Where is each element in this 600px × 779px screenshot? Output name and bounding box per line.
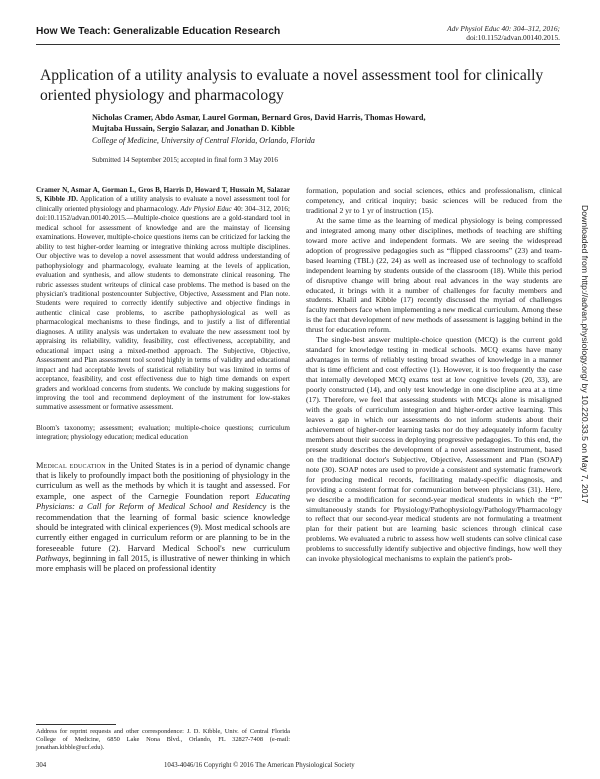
abstract-citation-authors: Cramer N, Asmar A, Gorman L, Gros B, Harris D, Howard T, Hussain M, Salazar S, Kibble JD. <box>36 186 290 204</box>
author-list <box>92 113 552 134</box>
intro-lead-words: Medical education <box>36 460 106 470</box>
abstract <box>36 186 290 413</box>
citation-line-1: Adv Physiol Educ 40: 304–312, 2016; <box>447 24 560 33</box>
abstract-citation-title: Application of a utility analysis to evaluate a novel assessment tool for clinically oriented physiology and pharmacology. <box>36 195 290 213</box>
footnote-divider <box>36 724 116 725</box>
authors-line-1: Nicholas Cramer, Abdo Asmar, Laurel Gorman, Bernard Gros, David Harris, Thomas Howard, <box>92 113 426 122</box>
intro-text-2: is the recommendation that the learning of formal basic science knowledge should be integrated with clinical experiences (9). Most medical schools are currently either engaged in curriculum reform or are planning to be in the foreseeable future (2). Harvard Medical School's new curriculum <box>36 502 290 553</box>
introduction-paragraph <box>36 461 290 575</box>
right-column <box>306 186 562 564</box>
intro-text-3: , beginning in fall 2015, is illustrative of newer thinking in which more emphasis will be placed on professional identity <box>36 553 290 574</box>
page-number: 304 <box>36 762 47 769</box>
abstract-journal-ref: 40: 304–312, 2016; doi:10.1152/advan.00140.2015.— <box>36 204 290 223</box>
article-title: Application of a utility analysis to evaluate a novel assessment tool for clinically oriented physiology and pharmacology <box>40 67 544 104</box>
submission-dates: Submitted 14 September 2015; accepted in final form 3 May 2016 <box>92 156 278 164</box>
page-footer <box>36 762 560 772</box>
citation-line-2: doi:10.1152/advan.00140.2015. <box>466 33 560 42</box>
affiliation: College of Medicine, University of Central Florida, Orlando, Florida <box>92 136 315 145</box>
body-paragraph-1: formation, population and social sciences, ethics and professionalism, clinical competency, and critical inquiry; basic sciences will be reduced from the traditional 2 yr to 1 yr of instruction (15). <box>306 186 562 215</box>
abstract-body: Multiple-choice questions are a gold-standard tool in medical school for assessment of knowledge and are the mainstay of licensing examinations. However, multiple-choice questions items can be criticized for lacking the ability to test higher-order learning or integrative thinking across multiple disciplines. Our objective was to develop a novel assessment that would address understanding of pathophysiology and pharmacology, evaluate learning at the levels of application, evaluation and synthesis, and allow students to demonstrate clinical reasoning. The rubric assesses student writeups of clinical case problems. The method is based on the physician's traditional postencounter Subjective, Objective, Assessment and Plan note. Students were required to correctly identify subjective and objective findings in authentic clinical case problems, to ascribe pathophysiological as well as pharmacological mechanisms to these findings, and to justify a list of differential diagnoses. A utility analysis was undertaken to evaluate the new assessment tool by appraising its reliability, validity, feasibility, cost effectiveness, acceptability, and educational impact using a mixed-method approach. The Subjective, Objective, Assessment and Plan assessment tool scored highly in terms of validity and educational impact and had acceptable levels of statistical reliability but was limited in terms of acceptance, feasibility, and cost effectiveness due to high time demands on expert graders and workload concerns from students. We conclude by making suggestions for improving the tool and recommend deployment of the instrument for low-stakes summative assessment or formative assessment. <box>36 214 290 412</box>
journal-citation <box>447 24 560 42</box>
body-paragraph-3: The single-best answer multiple-choice question (MCQ) is the current gold standard for knowledge testing in medical schools. MCQ exams have many advantages in terms of reliably testing broad swathes of knowledge in a manner that is time efficient and cost effective (1). However, it is too frequently the case that internally developed MCQ exams test at low cognitive levels (20, 33), are poorly constructed (14), and only test knowledge in one discipline area at a time (17). Therefore, we feel that assessing students with MCQs alone is misaligned with the goals of curriculum integration and higher-order active learning. This leaves a gap in which our assessments do not inform students about their achievement of higher-order learning tasks nor do they adequately inform faculty members about their success in deploying progressive pedagogies. To this end, the present study describes the development of a novel assessment instrument, based on the traditional doctor's Subjective, Objective, Assessment and Plan (SOAP) note (30). SOAP notes are used to provide a consistent and systematic framework for producing medical records, facilitating malady-specific diagnosis, and providing a consistent format for communication between physicians (31). Here, we describe a modification for second-year medical students in which the “P” simultaneously stands for Physiology/Pathophysiology/Pathology/Pharmacology to reflect that our second-year medical students are not formulating a treatment plan for their patient but are learning basic sciences through clinical case problems. We evaluated a rubric to assess how well students can solve clinical case problems to successfully identify subjective and objective findings, how well they can invoke physiological mechanisms to explain the patient's prob- <box>306 335 562 564</box>
authors-line-2: Mujtaba Hussain, Sergio Salazar, and Jonathan D. Kibble <box>92 123 295 133</box>
section-title: How We Teach: Generalizable Education Research <box>36 26 281 37</box>
keywords: Bloom's taxonomy; assessment; evaluation; multiple-choice questions; curriculum integration; physiology education; medical education <box>36 423 290 442</box>
correspondence-footnote: Address for reprint requests and other correspondence: J. D. Kibble, Univ. of Central Florida College of Medicine, 6850 Lake Nona Blvd., Orlando, FL 32827-7408 (e-mail: jonathan.kibble@ucf.edu). <box>36 728 290 751</box>
body-paragraph-2: At the same time as the learning of medical physiology is being compressed and integrated among many other disciplines, methods of teaching are shifting toward more active and independent formats. We are seeing the widespread adoption of progressive pedagogies such as “flipped classrooms” (23) and team-based learning (TBL) (22, 24) as well as increased use of technology to scaffold independent learning by students outside of the classroom (18). While this period of disruptive change will bring about real advances in the way students are educated, it brings with it a number of challenges for faculty members and students. Khalil and Kibble (17) recently discussed the myriad of challenges faculty members face when implementing a new medical curriculum. Among these is the fact that development of new methods of assessment is lagging behind in the thrust for education reform. <box>306 215 562 335</box>
left-column <box>36 186 290 575</box>
curriculum-name: Pathways <box>36 553 69 563</box>
download-banner: Downloaded from http://advan.physiology.org/ by 10.220.33.5 on May 7, 2017 <box>580 205 590 504</box>
report-title: Educating Physicians: a Call for Reform of Medical School and Residency <box>36 491 290 512</box>
copyright-line: 1043-4046/16 Copyright © 2016 The American Physiological Society <box>164 762 355 769</box>
abstract-journal: Adv Physiol Educ <box>180 204 232 213</box>
intro-text-1: in the United States is in a period of dynamic change that is likely to profoundly impact both the positioning of physiology in the curriculum as well as the methods by which it is taught and assessed. For example, one aspect of the Carnegie Foundation report <box>36 460 290 501</box>
running-header <box>36 22 560 42</box>
header-divider <box>36 44 560 45</box>
